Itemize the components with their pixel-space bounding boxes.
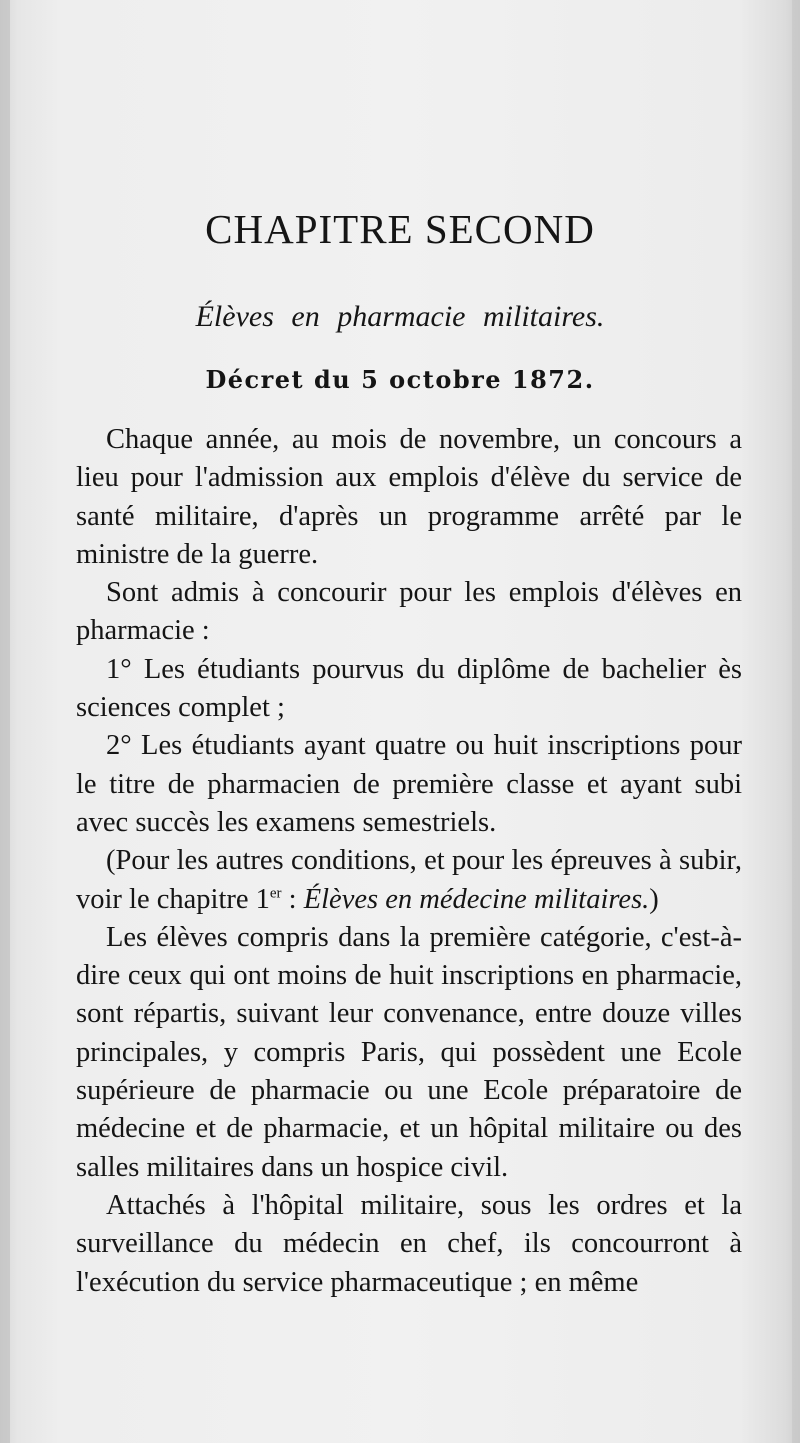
reference-superscript: er — [269, 885, 282, 902]
body-text — [76, 421, 742, 1302]
reference-italic: Élèves en médecine militaires. — [303, 883, 650, 915]
section-title: Élèves en pharmacie militaires. — [195, 300, 605, 333]
paragraph-reference — [76, 842, 742, 919]
chapter-title: CHAPITRE SECOND — [205, 206, 595, 252]
paragraph-attaches: Attachés à l'hôpital militaire, sous les ordres et la surveillance du médecin en chef, ils concourront à l'exécution du service pharmaceutique ; en même — [76, 1189, 742, 1298]
paragraph-categorie: Les élèves compris dans la première catégorie, c'est-à-dire ceux qui ont moins de huit inscriptions en pharmacie, sont répartis, suivant leur convenance, entre douze villes principales, y compris Paris, qui possèdent une Ecole supérieure de pharmacie ou une Ecole préparatoire de médecine et de pharmacie, et un hôpital militaire ou des salles militaires dans un hospice civil. — [76, 921, 742, 1183]
reference-middle: : — [281, 883, 304, 915]
reference-suffix: ) — [649, 883, 659, 915]
paragraph-condition-2: 2° Les étudiants ayant quatre ou huit inscriptions pour le titre de pharmacien de première classe et ayant subi avec succès les examens semestriels. — [76, 730, 742, 838]
paragraph-admission-intro: Sont admis à concourir pour les emplois d'élèves en pharmacie : — [76, 577, 742, 647]
paragraph-condition-1: 1° Les étudiants pourvus du diplôme de bachelier ès sciences complet ; — [76, 653, 742, 724]
reference-prefix: (Pour les autres conditions, et pour les épreuves à subir, voir le chapitre 1 — [76, 845, 742, 915]
paragraph-concours: Chaque année, au mois de novembre, un concours a lieu pour l'admission aux emplois d'élève du service de santé militaire, d'après un programme arrêté par le ministre de la guerre. — [76, 424, 742, 570]
decree-heading: Décret du 5 octobre 1872. — [205, 365, 595, 394]
